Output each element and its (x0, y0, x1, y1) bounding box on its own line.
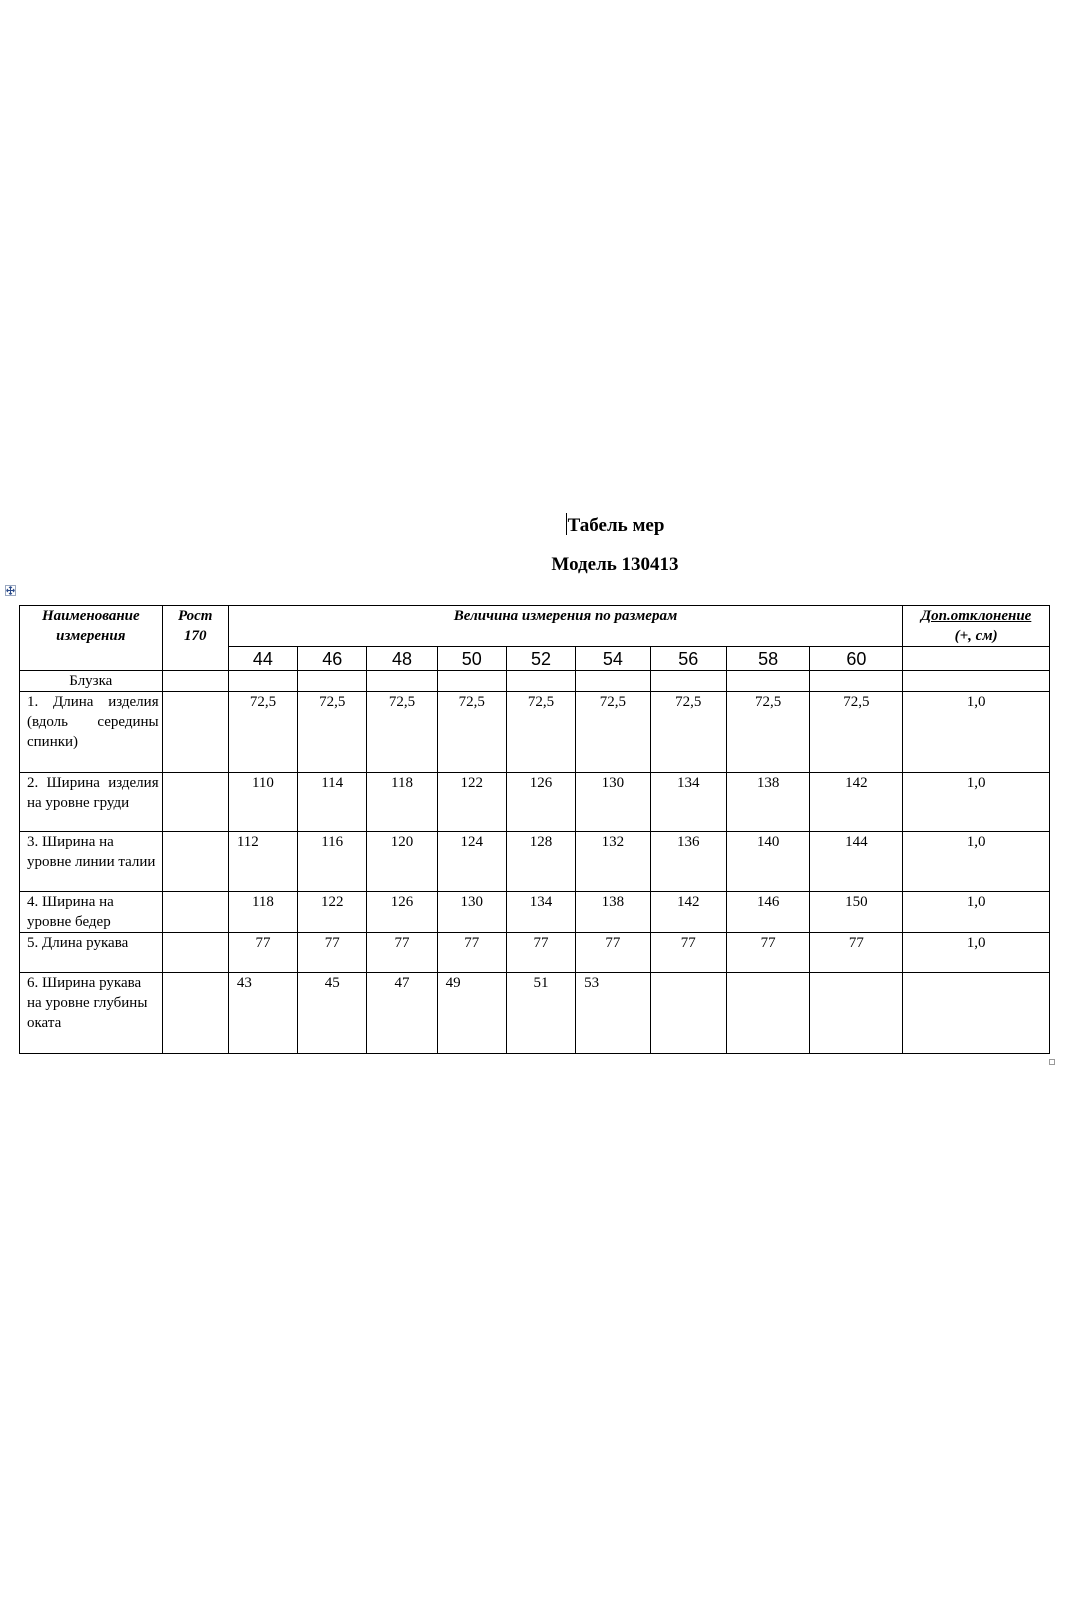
empty-cell (367, 671, 437, 692)
value-cell: 138 (576, 892, 650, 933)
document-title: Табель мер (567, 515, 665, 536)
empty-cell (903, 671, 1050, 692)
model-title: Модель 130413 (551, 554, 679, 575)
table-move-handle-icon[interactable] (5, 585, 16, 596)
deviation-cell: 1,0 (903, 832, 1050, 892)
size-header: 54 (576, 647, 650, 671)
empty-cell (650, 671, 726, 692)
empty-cell (903, 647, 1050, 671)
value-cell: 110 (228, 773, 297, 832)
header-name: Наименование измерения (20, 606, 163, 671)
value-cell: 132 (576, 832, 650, 892)
value-cell: 118 (228, 892, 297, 933)
empty-cell (437, 671, 506, 692)
value-cell: 142 (650, 892, 726, 933)
section-row (20, 671, 1050, 692)
value-cell: 134 (650, 773, 726, 832)
value-cell: 77 (810, 933, 903, 973)
value-cell: 124 (437, 832, 506, 892)
value-cell: 138 (726, 773, 810, 832)
size-header: 48 (367, 647, 437, 671)
value-cell: 72,5 (650, 692, 726, 773)
empty-cell (576, 671, 650, 692)
value-cell: 126 (367, 892, 437, 933)
value-cell: 122 (298, 892, 367, 933)
empty-cell (162, 671, 228, 692)
deviation-cell: 1,0 (903, 892, 1050, 933)
value-cell: 72,5 (437, 692, 506, 773)
value-cell: 47 (367, 973, 437, 1054)
height-cell (162, 973, 228, 1054)
table-resize-handle[interactable] (1049, 1059, 1055, 1065)
row-name: 6. Ширина рукава на уровне глубины оката (20, 973, 163, 1054)
value-cell: 77 (576, 933, 650, 973)
height-cell (162, 773, 228, 832)
value-cell: 118 (367, 773, 437, 832)
empty-cell (726, 671, 810, 692)
row-name: 1. Длина изделия (вдоль середины спинки) (20, 692, 163, 773)
size-header: 56 (650, 647, 726, 671)
value-cell: 72,5 (367, 692, 437, 773)
value-cell: 140 (726, 832, 810, 892)
value-cell (726, 973, 810, 1054)
value-cell: 120 (367, 832, 437, 892)
value-cell: 146 (726, 892, 810, 933)
value-cell: 72,5 (726, 692, 810, 773)
value-cell: 150 (810, 892, 903, 933)
size-header: 46 (298, 647, 367, 671)
value-cell: 77 (506, 933, 575, 973)
height-cell (162, 933, 228, 973)
section-label: Блузка (20, 671, 163, 692)
value-cell: 77 (298, 933, 367, 973)
measurements-table (19, 605, 1050, 1054)
empty-cell (228, 671, 297, 692)
value-cell: 116 (298, 832, 367, 892)
deviation-cell: 1,0 (903, 773, 1050, 832)
value-cell: 49 (437, 973, 506, 1054)
deviation-cell: 1,0 (903, 933, 1050, 973)
deviation-cell (903, 973, 1050, 1054)
row-name: 2. Ширина изделия на уровне груди (20, 773, 163, 832)
row-name: 3. Ширина на уровне линии талии (20, 832, 163, 892)
value-cell: 144 (810, 832, 903, 892)
size-header: 44 (228, 647, 297, 671)
value-cell: 72,5 (810, 692, 903, 773)
value-cell: 51 (506, 973, 575, 1054)
value-cell: 77 (726, 933, 810, 973)
value-cell: 126 (506, 773, 575, 832)
table-row (20, 832, 1050, 892)
value-cell: 72,5 (506, 692, 575, 773)
text-cursor (566, 513, 567, 535)
value-cell (810, 973, 903, 1054)
table-row (20, 933, 1050, 973)
value-cell: 134 (506, 892, 575, 933)
value-cell: 130 (576, 773, 650, 832)
value-cell: 72,5 (228, 692, 297, 773)
row-name: 5. Длина рукава (20, 933, 163, 973)
table-row (20, 973, 1050, 1054)
size-header: 60 (810, 647, 903, 671)
header-row (20, 606, 1050, 647)
header-deviation: Доп.отклонение (+, см) (903, 606, 1050, 647)
value-cell: 43 (228, 973, 297, 1054)
value-cell: 114 (298, 773, 367, 832)
table-row (20, 773, 1050, 832)
value-cell: 142 (810, 773, 903, 832)
value-cell: 45 (298, 973, 367, 1054)
value-cell: 77 (367, 933, 437, 973)
size-header: 50 (437, 647, 506, 671)
value-cell: 72,5 (576, 692, 650, 773)
size-header: 52 (506, 647, 575, 671)
value-cell: 53 (576, 973, 650, 1054)
size-header: 58 (726, 647, 810, 671)
header-sizes-span: Величина измерения по размерам (228, 606, 902, 647)
height-cell (162, 892, 228, 933)
value-cell: 130 (437, 892, 506, 933)
value-cell: 128 (506, 832, 575, 892)
height-cell (162, 832, 228, 892)
row-name: 4. Ширина на уровне бедер (20, 892, 163, 933)
value-cell (650, 973, 726, 1054)
height-cell (162, 692, 228, 773)
value-cell: 77 (437, 933, 506, 973)
table-row (20, 892, 1050, 933)
empty-cell (298, 671, 367, 692)
value-cell: 77 (228, 933, 297, 973)
value-cell: 122 (437, 773, 506, 832)
value-cell: 112 (228, 832, 297, 892)
value-cell: 136 (650, 832, 726, 892)
header-height: Рост 170 (162, 606, 228, 671)
empty-cell (810, 671, 903, 692)
table-row (20, 692, 1050, 773)
value-cell: 77 (650, 933, 726, 973)
deviation-cell: 1,0 (903, 692, 1050, 773)
empty-cell (506, 671, 575, 692)
value-cell: 72,5 (298, 692, 367, 773)
